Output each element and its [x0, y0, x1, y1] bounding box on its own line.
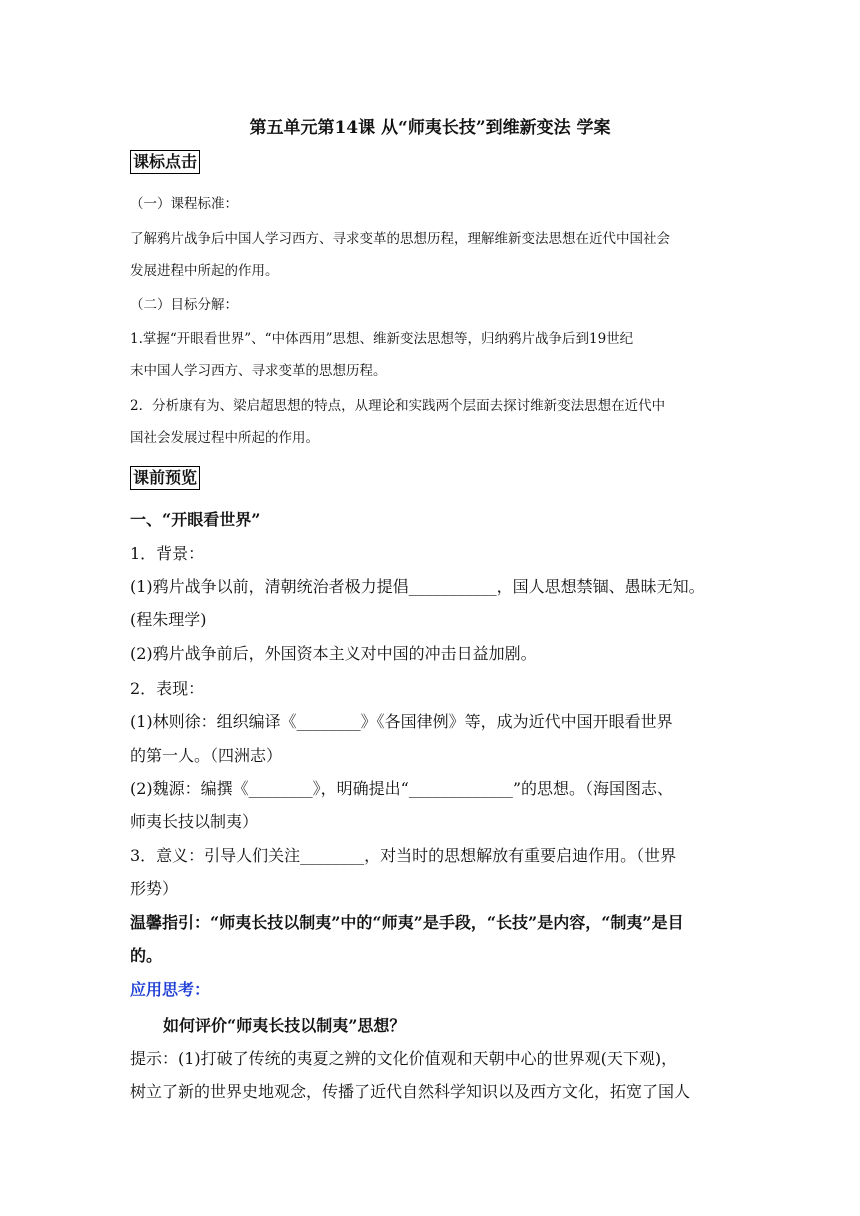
performance-2-line-2: 师夷长技以制夷） [130, 812, 259, 831]
hint-line-2: 树立了新的世界史地观念，传播了近代自然科学知识以及西方文化，拓宽了国人 [130, 1082, 691, 1101]
subheading-goals: （二）目标分解： [130, 297, 238, 313]
page-title: 第五单元第14课 从“师夷长技”到维新变法 学案 [249, 118, 611, 138]
section-heading-preview [130, 466, 730, 490]
item-background: 1．背景： [130, 544, 205, 563]
standard-line-1: 了解鸦片战争后中国人学习西方、寻求变革的思想历程，理解维新变法思想在近代中国社会 [130, 231, 670, 247]
performance-1-line-1: (1)林则徐：组织编译《________》《各国律例》等，成为近代中国开眼看世界 [130, 712, 673, 731]
section-heading-curriculum [130, 150, 730, 174]
background-2: (2)鸦片战争前后，外国资本主义对中国的冲击日益加剧。 [130, 644, 537, 663]
goal1-line-2: 末中国人学习西方、寻求变革的思想历程。 [130, 363, 387, 379]
significance-line-2: 形势） [130, 879, 179, 898]
part1-title: 一、“开眼看世界” [130, 510, 261, 529]
item-performance: 2．表现： [130, 679, 205, 698]
goal2-line-1: 2．分析康有为、梁启超思想的特点，从理论和实践两个层面去探讨维新变法思想在近代中 [130, 398, 666, 414]
question: 如何评价“师夷长技以制夷”思想？ [163, 1016, 406, 1035]
performance-2-line-1: (2)魏源：编撰《________》，明确提出“_____________”的思想。（海国图志、 [130, 779, 674, 798]
tip-line-2: 的。 [130, 946, 163, 965]
apply-thinking-label: 应用思考： [130, 980, 211, 999]
background-1-line-2: (程朱理学) [130, 610, 207, 629]
tip-line-1: 温馨指引：“师夷长技以制夷”中的“师夷”是手段，“长技”是内容，“制夷”是目 [130, 913, 684, 932]
goal2-line-2: 国社会发展过程中所起的作用。 [130, 430, 319, 446]
section-heading-preview-label: 课前预览 [130, 466, 200, 490]
significance-line-1: 3．意义：引导人们关注________，对当时的思想解放有重要启迪作用。（世界 [130, 846, 677, 865]
standard-line-2: 发展进程中所起的作用。 [130, 263, 279, 279]
subheading-standard: （一）课程标准： [130, 196, 238, 212]
hint-line-1: 提示：(1)打破了传统的夷夏之辨的文化价值观和天朝中心的世界观(天下观)， [130, 1049, 678, 1068]
performance-1-line-2: 的第一人。（四洲志） [130, 746, 283, 765]
section-heading-curriculum-label: 课标点击 [130, 150, 200, 174]
background-1-line-1: (1)鸦片战争以前，清朝统治者极力提倡___________，国人思想禁锢、愚昧无知。 [130, 577, 705, 596]
goal1-line-1: 1.掌握“开眼看世界”、“中体西用”思想、维新变法思想等，归纳鸦片战争后到19世纪 [130, 331, 634, 347]
